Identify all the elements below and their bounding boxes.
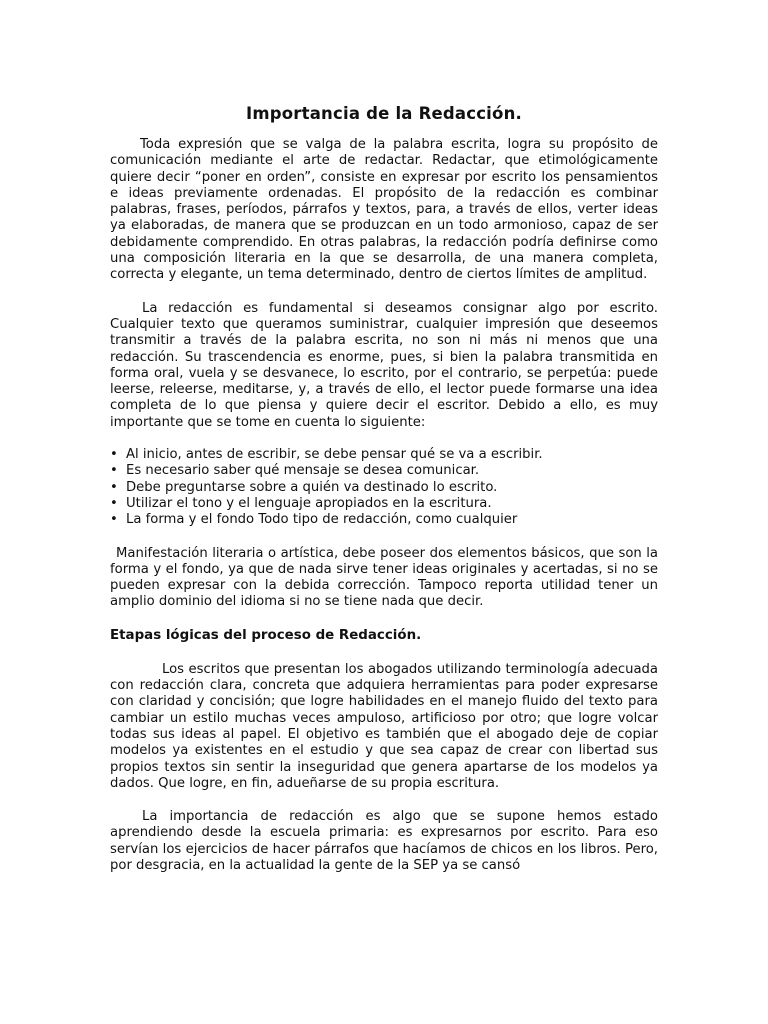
bullet-icon: • xyxy=(110,495,118,511)
paragraph-4: Los escritos que presentan los abogados utilizando terminología adecuada con redacción clara, concreta que adquiera herramientas para poder expresarse con claridad y concisión; que logre habilidades en el manejo fluido del texto para cambiar un estilo muchas veces ampuloso, artificioso por otro; que logre volcar todas sus ideas al papel. El objetivo es también que el abogado deje de copiar modelos ya existentes en el estudio y que sea capaz de crear con libertad sus propios textos sin sentir la inseguridad que genera apartarse de los modelos ya dados. Que logre, en fin, adueñarse de su propia escritura. xyxy=(110,661,658,791)
list-item xyxy=(110,447,658,463)
list-item-text: Es necesario saber qué mensaje se desea comunicar. xyxy=(126,463,480,479)
section-heading: Etapas lógicas del proceso de Redacción. xyxy=(110,627,422,643)
list-item-text: Debe preguntarse sobre a quién va destinado lo escrito. xyxy=(126,479,498,495)
list-item xyxy=(110,480,658,496)
paragraph-2: La redacción es fundamental si deseamos consignar algo por escrito. Cualquier texto que queramos suministrar, cualquier impresión que deseemos transmitir a través de la palabra escrita, no son ni más ni menos que una redacción. Su trascendencia es enorme, pues, si bien la palabra transmitida en forma oral, vuela y se desvanece, lo escrito, por el contrario, se perpetúa: puede leerse, releerse, meditarse, y, a través de ello, el lector puede formarse una idea completa de lo que piensa y quiere decir el escritor. Debido a ello, es muy importante que se tome en cuenta lo siguiente: xyxy=(110,300,658,430)
list-item-text: Utilizar el tono y el lenguaje apropiados en la escritura. xyxy=(126,495,492,511)
bullet-icon: • xyxy=(110,447,118,463)
bullet-list xyxy=(110,447,658,528)
document-page xyxy=(110,104,658,874)
list-item xyxy=(110,512,658,528)
bullet-icon: • xyxy=(110,463,118,479)
paragraph-3: Manifestación literaria o artística, debe poseer dos elementos básicos, que son la forma y el fondo, ya que de nada sirve tener ideas originales y acertadas, si no se pueden expresar con la debida corrección. Tampoco reporta utilidad tener un amplio dominio del idioma si no se tiene nada que decir. xyxy=(110,545,658,610)
list-item xyxy=(110,463,658,479)
bullet-icon: • xyxy=(110,512,118,528)
paragraph-1: Toda expresión que se valga de la palabra escrita, logra su propósito de comunicación mediante el arte de redactar. Redactar, que etimológicamente quiere decir “poner en orden”, consiste en expresar por escrito los pensamientos e ideas previamente ordenadas. El propósito de la redacción es combinar palabras, frases, períodos, párrafos y textos, para, a través de ellos, verter ideas ya elaboradas, de manera que se produzcan en un todo armonioso, capaz de ser debidamente comprendido. En otras palabras, la redacción podría definirse como una composición literaria en la que se desarrolla, de una manera completa, correcta y elegante, un tema determinado, dentro de ciertos límites de amplitud. xyxy=(110,137,658,283)
list-item-text: La forma y el fondo Todo tipo de redacción, como cualquier xyxy=(126,512,518,528)
bullet-icon: • xyxy=(110,479,118,495)
paragraph-5: La importancia de redacción es algo que se supone hemos estado aprendiendo desde la escuela primaria: es expresarnos por escrito. Para eso servían los ejercicios de hacer párrafos que hacíamos de chicos en los libros. Pero, por desgracia, en la actualidad la gente de la SEP ya se cansó xyxy=(110,809,658,873)
list-item xyxy=(110,496,658,512)
list-item-text: Al inicio, antes de escribir, se debe pensar qué se va a escribir. xyxy=(126,447,543,463)
document-title: Importancia de la Redacción. xyxy=(246,104,522,123)
